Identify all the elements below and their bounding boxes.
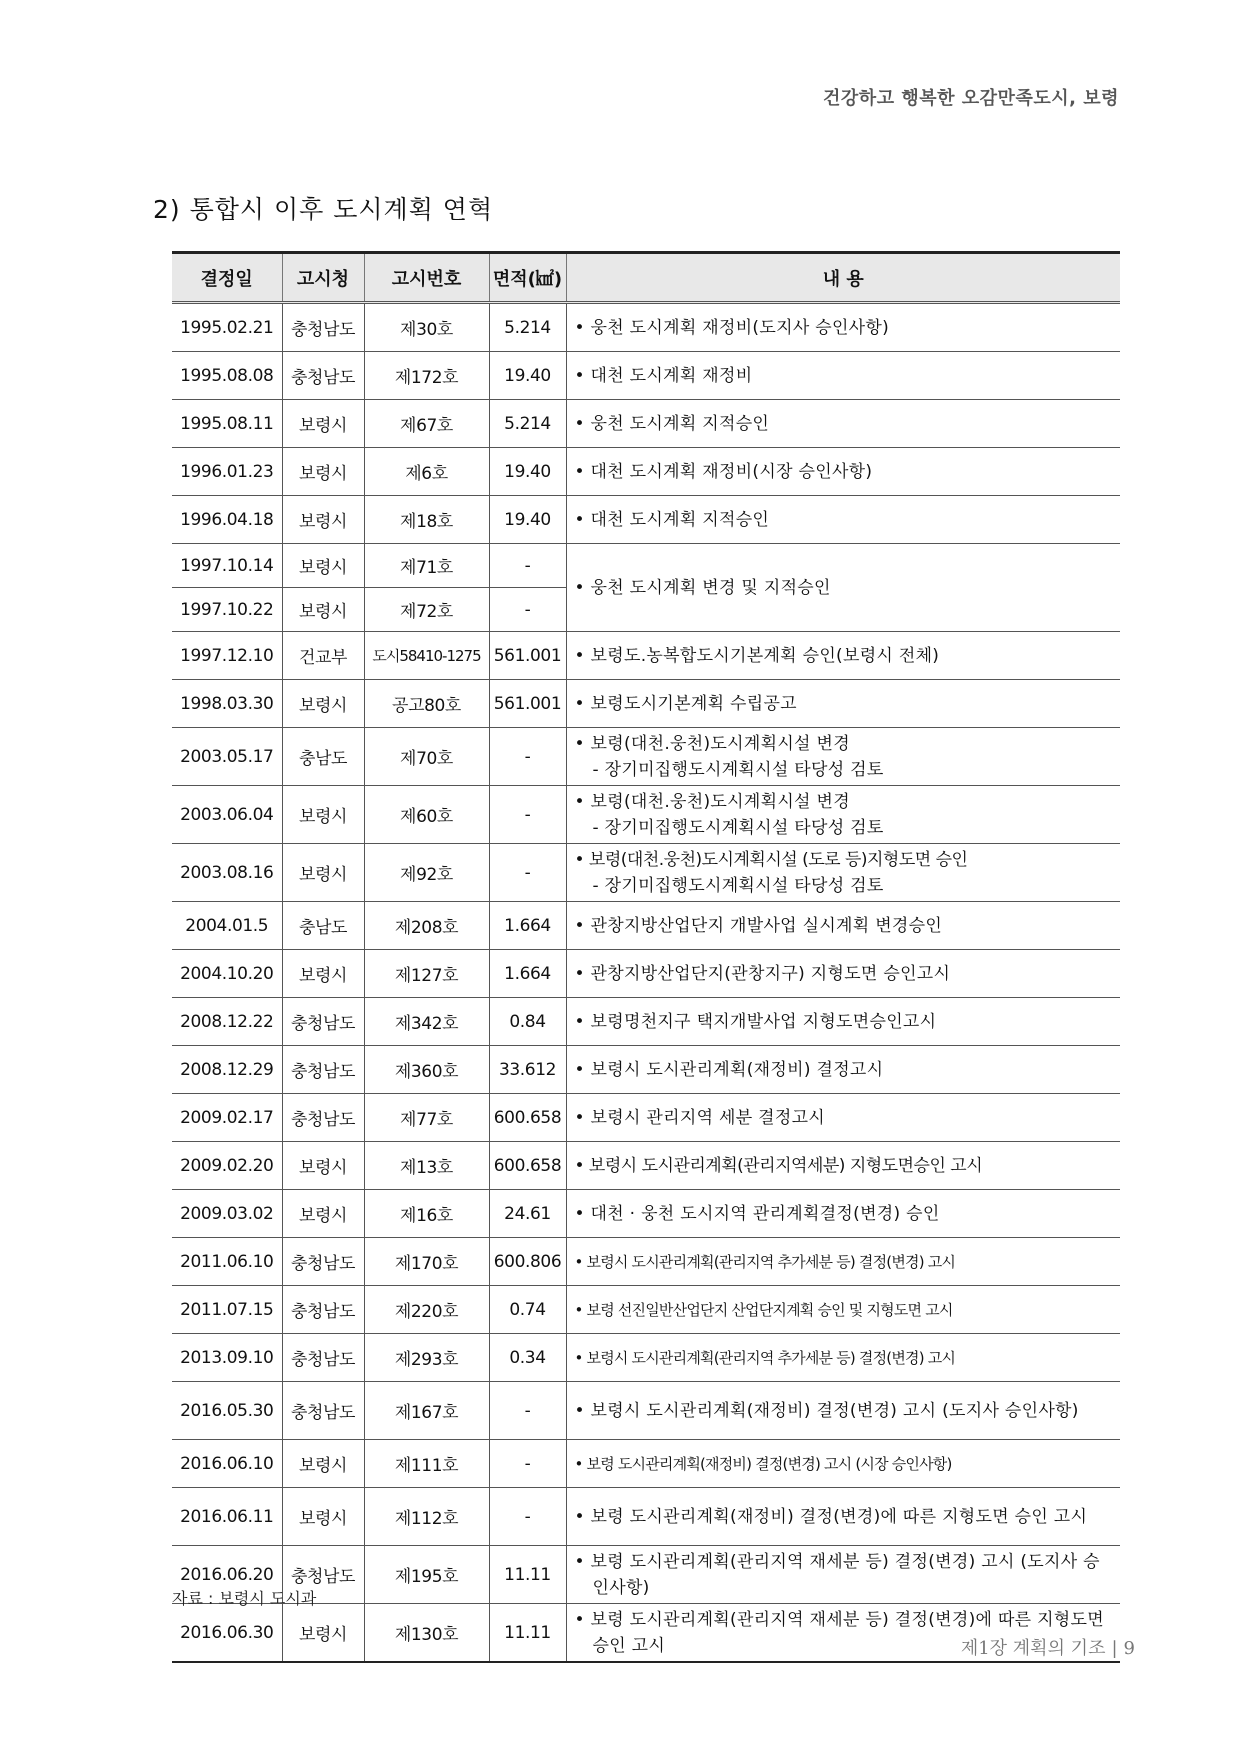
cell-date: 1997.12.10 — [172, 632, 282, 680]
cell-content — [566, 1142, 1120, 1190]
cell-date: 2003.05.17 — [172, 728, 282, 786]
cell-content — [566, 1488, 1120, 1546]
content-line: • 웅천 도시계획 재정비(도지사 승인사항) — [574, 317, 890, 338]
content-line: • 보령(대천.웅천)도시계획시설 (도로 등)지형도면 승인 — [574, 849, 968, 870]
cell-date: 2008.12.22 — [172, 998, 282, 1046]
cell-agency: 보령시 — [282, 544, 364, 588]
table-row — [172, 1094, 1120, 1142]
content-line: • 보령시 도시관리계획(관리지역 추가세분 등) 결정(변경) 고시 — [574, 1348, 956, 1367]
cell-number: 제70호 — [364, 728, 489, 786]
cell-number: 제16호 — [364, 1190, 489, 1238]
chapter-title: 제1장 계획의 기조 — [960, 1638, 1106, 1659]
cell-number: 제18호 — [364, 496, 489, 544]
table-row — [172, 632, 1120, 680]
cell-agency: 보령시 — [282, 400, 364, 448]
content-line: • 보령명천지구 택지개발사업 지형도면승인고시 — [574, 1011, 937, 1032]
table-row — [172, 844, 1120, 902]
table-row — [172, 496, 1120, 544]
cell-agency: 보령시 — [282, 1604, 364, 1663]
table-row — [172, 950, 1120, 998]
cell-date: 1998.03.30 — [172, 680, 282, 728]
content-line: • 관창지방산업단지 개발사업 실시계획 변경승인 — [574, 915, 943, 936]
cell-area: - — [489, 1382, 566, 1440]
cell-content — [566, 1238, 1120, 1286]
cell-area: - — [489, 786, 566, 844]
table-row — [172, 303, 1120, 352]
cell-area: 11.11 — [489, 1546, 566, 1604]
content-line: • 대천 도시계획 재정비 — [574, 365, 753, 386]
cell-number: 제111호 — [364, 1440, 489, 1488]
content-line: • 웅천 도시계획 변경 및 지적승인 — [574, 577, 831, 598]
cell-area: - — [489, 588, 566, 632]
cell-date: 1995.02.21 — [172, 303, 282, 352]
cell-area: 19.40 — [489, 448, 566, 496]
table-row — [172, 1334, 1120, 1382]
cell-number: 제167호 — [364, 1382, 489, 1440]
cell-content — [566, 400, 1120, 448]
cell-content — [566, 1546, 1120, 1604]
cell-content — [566, 1382, 1120, 1440]
cell-content — [566, 1094, 1120, 1142]
content-line: • 보령 도시관리계획(재정비) 결정(변경) 고시 (시장 승인사항) — [574, 1454, 952, 1473]
col-header-date: 결정일 — [172, 253, 282, 303]
cell-area: 561.001 — [489, 632, 566, 680]
cell-date: 1995.08.08 — [172, 352, 282, 400]
cell-agency: 충청남도 — [282, 1382, 364, 1440]
cell-agency: 충청남도 — [282, 303, 364, 352]
cell-content — [566, 902, 1120, 950]
cell-number: 제342호 — [364, 998, 489, 1046]
cell-agency: 충청남도 — [282, 1238, 364, 1286]
cell-date: 1997.10.22 — [172, 588, 282, 632]
cell-content — [566, 1286, 1120, 1334]
cell-content — [566, 496, 1120, 544]
source-note: 자료 : 보령시 도시과 — [172, 1589, 317, 1608]
cell-agency: 충청남도 — [282, 1046, 364, 1094]
table-row — [172, 728, 1120, 786]
col-header-agency: 고시청 — [282, 253, 364, 303]
cell-agency: 건교부 — [282, 632, 364, 680]
table-row — [172, 1488, 1120, 1546]
table-row — [172, 1190, 1120, 1238]
cell-date: 1997.10.14 — [172, 544, 282, 588]
cell-agency: 보령시 — [282, 448, 364, 496]
cell-number: 제130호 — [364, 1604, 489, 1663]
content-line: • 보령시 관리지역 세분 결정고시 — [574, 1107, 826, 1128]
footer-separator: | — [1111, 1638, 1118, 1659]
cell-number: 제293호 — [364, 1334, 489, 1382]
cell-number: 제72호 — [364, 588, 489, 632]
cell-number: 제92호 — [364, 844, 489, 902]
cell-agency: 충청남도 — [282, 1334, 364, 1382]
section-title: 2) 통합시 이후 도시계획 연혁 — [153, 195, 494, 224]
content-line: • 보령도시기본계획 수립공고 — [574, 693, 797, 714]
cell-area: 0.84 — [489, 998, 566, 1046]
content-line: • 보령시 도시관리계획(관리지역세분) 지형도면승인 고시 — [574, 1155, 983, 1176]
cell-area: 19.40 — [489, 496, 566, 544]
table-row — [172, 1238, 1120, 1286]
cell-date: 1995.08.11 — [172, 400, 282, 448]
cell-area: - — [489, 1488, 566, 1546]
cell-number: 제220호 — [364, 1286, 489, 1334]
cell-number: 제6호 — [364, 448, 489, 496]
table-row — [172, 1286, 1120, 1334]
content-subline: - 장기미집행도시계획시설 타당성 검토 — [592, 817, 884, 838]
table-row — [172, 1382, 1120, 1440]
cell-date: 2016.06.30 — [172, 1604, 282, 1663]
cell-number: 제208호 — [364, 902, 489, 950]
cell-date: 2009.02.17 — [172, 1094, 282, 1142]
col-header-area: 면적(㎢) — [489, 253, 566, 303]
cell-agency: 충청남도 — [282, 1094, 364, 1142]
cell-date: 2016.06.11 — [172, 1488, 282, 1546]
cell-content — [566, 352, 1120, 400]
cell-content — [566, 632, 1120, 680]
history-table — [172, 251, 1120, 1663]
cell-agency: 충남도 — [282, 902, 364, 950]
cell-area: 11.11 — [489, 1604, 566, 1663]
table-row — [172, 902, 1120, 950]
table-header-row — [172, 253, 1120, 303]
page-footer — [961, 1634, 1135, 1660]
cell-agency: 보령시 — [282, 680, 364, 728]
cell-agency: 보령시 — [282, 1440, 364, 1488]
cell-area: 1.664 — [489, 950, 566, 998]
cell-number: 제112호 — [364, 1488, 489, 1546]
cell-number: 제360호 — [364, 1046, 489, 1094]
cell-agency: 보령시 — [282, 1142, 364, 1190]
content-line: • 보령시 도시관리계획(재정비) 결정고시 — [574, 1059, 884, 1080]
content-line: • 웅천 도시계획 지적승인 — [574, 413, 770, 434]
content-line: • 보령(대천.웅천)도시계획시설 변경 — [574, 791, 850, 812]
cell-agency: 충청남도 — [282, 1546, 364, 1604]
cell-agency: 보령시 — [282, 496, 364, 544]
cell-area: - — [489, 1440, 566, 1488]
cell-number: 제71호 — [364, 544, 489, 588]
content-line: • 보령(대천.웅천)도시계획시설 변경 — [574, 733, 850, 754]
cell-content — [566, 303, 1120, 352]
cell-date: 2016.06.10 — [172, 1440, 282, 1488]
cell-number: 제30호 — [364, 303, 489, 352]
cell-number: 제172호 — [364, 352, 489, 400]
cell-agency: 충청남도 — [282, 1286, 364, 1334]
table-row — [172, 352, 1120, 400]
cell-number: 도시58410-1275 — [364, 632, 489, 680]
cell-agency: 충남도 — [282, 728, 364, 786]
cell-number: 제77호 — [364, 1094, 489, 1142]
cell-number: 제195호 — [364, 1546, 489, 1604]
cell-date: 2009.03.02 — [172, 1190, 282, 1238]
cell-number: 제170호 — [364, 1238, 489, 1286]
cell-agency: 보령시 — [282, 786, 364, 844]
cell-area: - — [489, 844, 566, 902]
cell-content — [566, 844, 1120, 902]
cell-content — [566, 1046, 1120, 1094]
content-line: • 보령도.농복합도시기본계획 승인(보령시 전체) — [574, 645, 940, 666]
cell-date: 2004.10.20 — [172, 950, 282, 998]
cell-area: 561.001 — [489, 680, 566, 728]
content-line: • 보령 도시관리계획(관리지역 재세분 등) 결정(변경)에 따른 지형도면 승인 고시 — [574, 1609, 1104, 1656]
cell-content — [566, 998, 1120, 1046]
cell-content — [566, 728, 1120, 786]
table-row — [172, 448, 1120, 496]
cell-content — [566, 1190, 1120, 1238]
cell-number: 제60호 — [364, 786, 489, 844]
running-header: 건강하고 행복한 오감만족도시, 보령 — [823, 88, 1119, 109]
cell-area: 5.214 — [489, 400, 566, 448]
cell-content — [566, 448, 1120, 496]
cell-area: 24.61 — [489, 1190, 566, 1238]
cell-date: 1996.01.23 — [172, 448, 282, 496]
cell-date: 2003.08.16 — [172, 844, 282, 902]
cell-agency: 보령시 — [282, 588, 364, 632]
cell-number: 제13호 — [364, 1142, 489, 1190]
table-row — [172, 1440, 1120, 1488]
cell-area: 600.658 — [489, 1094, 566, 1142]
cell-content — [566, 1334, 1120, 1382]
table-row — [172, 786, 1120, 844]
content-line: • 관창지방산업단지(관창지구) 지형도면 승인고시 — [574, 963, 951, 984]
cell-number: 제67호 — [364, 400, 489, 448]
cell-agency: 보령시 — [282, 1488, 364, 1546]
cell-date: 2003.06.04 — [172, 786, 282, 844]
content-line: • 보령 선진일반산업단지 산업단지계획 승인 및 지형도면 고시 — [574, 1300, 953, 1319]
cell-area: 600.806 — [489, 1238, 566, 1286]
cell-area: 600.658 — [489, 1142, 566, 1190]
content-line: • 보령시 도시관리계획(관리지역 추가세분 등) 결정(변경) 고시 — [574, 1252, 956, 1271]
table-row — [172, 1046, 1120, 1094]
cell-date: 2011.06.10 — [172, 1238, 282, 1286]
content-line: • 보령시 도시관리계획(재정비) 결정(변경) 고시 (도지사 승인사항) — [574, 1400, 1079, 1421]
content-line: • 보령 도시관리계획(재정비) 결정(변경)에 따른 지형도면 승인 고시 — [574, 1506, 1088, 1527]
cell-area: - — [489, 728, 566, 786]
page-number: 9 — [1123, 1638, 1135, 1659]
cell-area: 1.664 — [489, 902, 566, 950]
cell-date: 2004.01.5 — [172, 902, 282, 950]
table-row — [172, 400, 1120, 448]
cell-date: 1996.04.18 — [172, 496, 282, 544]
cell-content — [566, 786, 1120, 844]
cell-number: 제127호 — [364, 950, 489, 998]
cell-date: 2009.02.20 — [172, 1142, 282, 1190]
content-line: • 대천 · 웅천 도시지역 관리계획결정(변경) 승인 — [574, 1203, 940, 1224]
cell-area: - — [489, 544, 566, 588]
cell-date: 2008.12.29 — [172, 1046, 282, 1094]
cell-content — [566, 950, 1120, 998]
cell-content — [566, 1440, 1120, 1488]
cell-area: 0.34 — [489, 1334, 566, 1382]
cell-area: 19.40 — [489, 352, 566, 400]
cell-date: 2016.06.20 — [172, 1546, 282, 1604]
content-line: • 대천 도시계획 지적승인 — [574, 509, 770, 530]
cell-area: 0.74 — [489, 1286, 566, 1334]
content-line: • 대천 도시계획 재정비(시장 승인사항) — [574, 461, 873, 482]
cell-date: 2011.07.15 — [172, 1286, 282, 1334]
content-line: • 보령 도시관리계획(관리지역 재세분 등) 결정(변경) 고시 (도지사 승인사항) — [574, 1551, 1100, 1598]
content-subline: - 장기미집행도시계획시설 타당성 검토 — [592, 759, 884, 780]
table-row — [172, 680, 1120, 728]
cell-agency: 보령시 — [282, 1190, 364, 1238]
table-row — [172, 544, 1120, 588]
cell-number: 공고80호 — [364, 680, 489, 728]
content-subline: - 장기미집행도시계획시설 타당성 검토 — [592, 875, 884, 896]
cell-agency: 보령시 — [282, 950, 364, 998]
cell-content — [566, 680, 1120, 728]
table-row — [172, 998, 1120, 1046]
cell-area: 5.214 — [489, 303, 566, 352]
cell-area: 33.612 — [489, 1046, 566, 1094]
cell-content — [566, 544, 1120, 632]
cell-agency: 충청남도 — [282, 998, 364, 1046]
cell-agency: 보령시 — [282, 844, 364, 902]
table-row — [172, 1142, 1120, 1190]
cell-date: 2016.05.30 — [172, 1382, 282, 1440]
col-header-content: 내 용 — [566, 253, 1120, 303]
col-header-number: 고시번호 — [364, 253, 489, 303]
cell-agency: 충청남도 — [282, 352, 364, 400]
cell-date: 2013.09.10 — [172, 1334, 282, 1382]
